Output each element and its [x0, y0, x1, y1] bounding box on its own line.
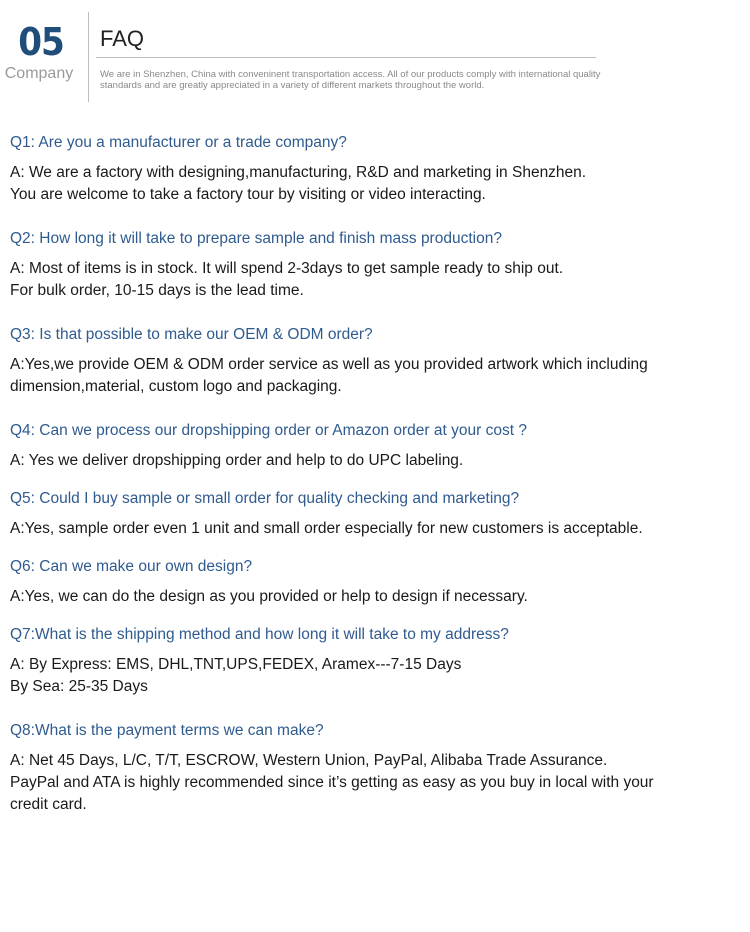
- section-subtitle: Company: [4, 65, 74, 82]
- faq-item-5: [10, 489, 740, 540]
- faq-answer-line: PayPal and ATA is highly recommended since it’s getting as easy as you buy in local with your: [10, 774, 654, 791]
- faq-answer-line: dimension,material, custom logo and packaging.: [10, 378, 342, 395]
- faq-answer-line: You are welcome to take a factory tour by visiting or video interacting.: [10, 186, 486, 203]
- faq-answer-line: A: Most of items is in stock. It will spend 2-3days to get sample ready to ship out.: [10, 260, 564, 277]
- faq-item-7: [10, 625, 740, 698]
- vertical-divider: [88, 12, 89, 102]
- faq-question: Q5: Could I buy sample or small order for quality checking and marketing?: [10, 490, 520, 507]
- faq-question: Q6: Can we make our own design?: [10, 558, 253, 575]
- faq-item-1: [10, 133, 740, 206]
- faq-answer-line: A:Yes, sample order even 1 unit and small order especially for new customers is acceptable.: [10, 520, 643, 537]
- section-number: 05: [18, 20, 64, 64]
- faq-item-8: [10, 721, 740, 816]
- faq-item-3: [10, 325, 740, 398]
- faq-question: Q7:What is the shipping method and how long it will take to my address?: [10, 626, 509, 643]
- faq-answer-line: credit card.: [10, 796, 87, 813]
- horizontal-divider: [96, 57, 596, 58]
- faq-item-4: [10, 421, 740, 472]
- faq-answer-line: A: We are a factory with designing,manufacturing, R&D and marketing in Shenzhen.: [10, 164, 587, 181]
- faq-answer-line: For bulk order, 10-15 days is the lead time.: [10, 282, 304, 299]
- faq-item-6: [10, 557, 740, 608]
- company-description: We are in Shenzhen, China with conveninent transportation access. All of our products comply with international quality standards and are greatly appreciated in a variety of different markets throughout the world.: [100, 69, 601, 91]
- faq-item-2: [10, 229, 740, 302]
- faq-list: [10, 133, 740, 839]
- faq-question: Q1: Are you a manufacturer or a trade company?: [10, 134, 347, 151]
- faq-answer-line: By Sea: 25-35 Days: [10, 678, 148, 695]
- faq-question: Q2: How long it will take to prepare sample and finish mass production?: [10, 230, 502, 247]
- faq-answer-line: A: By Express: EMS, DHL,TNT,UPS,FEDEX, Aramex---7-15 Days: [10, 656, 462, 673]
- faq-question: Q4: Can we process our dropshipping order or Amazon order at your cost ?: [10, 422, 527, 439]
- faq-question: Q3: Is that possible to make our OEM & ODM order?: [10, 326, 373, 343]
- faq-question: Q8:What is the payment terms we can make?: [10, 722, 324, 739]
- faq-answer-line: A: Net 45 Days, L/C, T/T, ESCROW, Western Union, PayPal, Alibaba Trade Assurance.: [10, 752, 608, 769]
- faq-answer-line: A:Yes,we provide OEM & ODM order service as well as you provided artwork which including: [10, 356, 648, 373]
- page-title: FAQ: [100, 26, 145, 51]
- section-header: [0, 0, 750, 110]
- faq-answer-line: A: Yes we deliver dropshipping order and help to do UPC labeling.: [10, 452, 464, 469]
- faq-answer-line: A:Yes, we can do the design as you provided or help to design if necessary.: [10, 588, 528, 605]
